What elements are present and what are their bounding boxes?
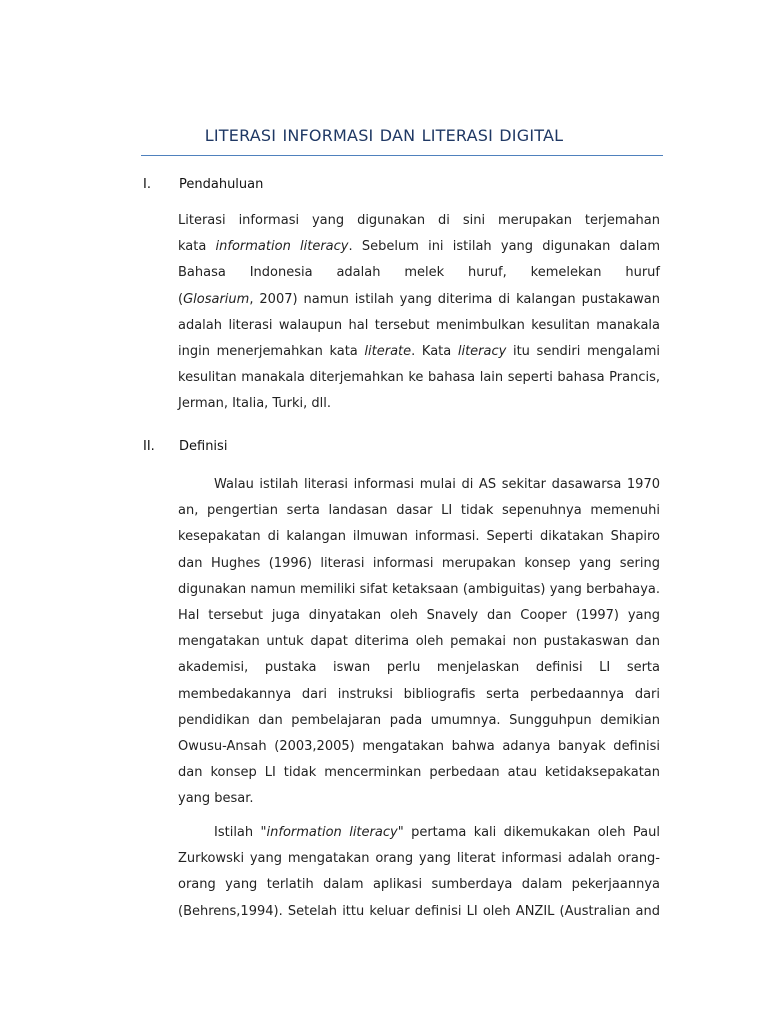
paragraph [178,820,660,925]
paragraph-line: orang yang terlatih dalam aplikasi sumberdaya dalam pekerjaannya [178,877,660,893]
paragraph-line: yang besar. [178,791,254,807]
section-title: Pendahuluan [179,177,264,192]
paragraph-line: kata information literacy. Sebelum ini istilah yang digunakan dalam [178,239,660,255]
paragraph-line: pendidikan dan pembelajaran pada umumnya. Sungguhpun demikian [178,712,660,728]
paragraph-line: ingin menerjemahkan kata literate. Kata literacy itu sendiri mengalami [178,343,660,359]
paragraph-line: kesulitan manakala diterjemahkan ke bahasa lain seperti bahasa Prancis, [178,370,660,386]
paragraph-line: Bahasa Indonesia adalah melek huruf, kemelekan huruf [178,265,660,281]
paragraph-line: Walau istilah literasi informasi mulai di AS sekitar dasawarsa 1970 [214,477,660,492]
paragraph-line: (Glosarium, 2007) namun istilah yang diterima di kalangan pustakawan [178,291,660,307]
paragraph-line: Hal tersebut juga dinyatakan oleh Snavely dan Cooper (1997) yang [178,607,660,623]
paragraph [178,208,660,418]
paragraph-line: Zurkowski yang mengatakan orang yang literat informasi adalah orang- [178,851,660,867]
document-title: LITERASI INFORMASI DAN LITERASI DIGITAL [204,126,564,145]
paragraph-line: dan konsep LI tidak mencerminkan perbedaan atau ketidaksepakatan [178,765,660,781]
paragraph-line: adalah literasi walaupun hal tersebut menimbulkan kesulitan manakala [178,317,660,333]
paragraph-line: kesepakatan di kalangan ilmuwan informasi. Seperti dikatakan Shapiro [178,529,660,545]
paragraph-line: membedakannya dari instruksi bibliografis serta perbedaannya dari [178,686,660,702]
paragraph-line: dan Hughes (1996) literasi informasi merupakan konsep yang sering [178,555,660,571]
paragraph-line: digunakan namun memiliki sifat ketaksaan (ambiguitas) yang berbahaya. [178,581,660,597]
title-underline [141,155,663,156]
paragraph-line: mengatakan untuk dapat diterima oleh pemakai non pustakaswan dan [178,634,660,650]
section-number: I. [143,177,151,192]
paragraph-line: Owusu-Ansah (2003,2005) mengatakan bahwa adanya banyak definisi [178,738,660,754]
paragraph-line: akademisi, pustaka iswan perlu menjelaskan definisi LI serta [178,660,660,676]
section-title: Definisi [179,439,228,454]
paragraph-line: an, pengertian serta landasan dasar LI tidak sepenuhnya memenuhi [178,503,660,519]
paragraph-line: (Behrens,1994). Setelah ittu keluar definisi LI oleh ANZIL (Australian and [178,903,660,919]
paragraph [178,472,660,812]
paragraph-line: Literasi informasi yang digunakan di sini merupakan terjemahan [178,213,660,228]
paragraph-line: Jerman, Italia, Turki, dll. [178,396,331,412]
section-number: II. [143,439,155,454]
paragraph-line: Istilah "information literacy" pertama kali dikemukakan oleh Paul [214,825,660,840]
